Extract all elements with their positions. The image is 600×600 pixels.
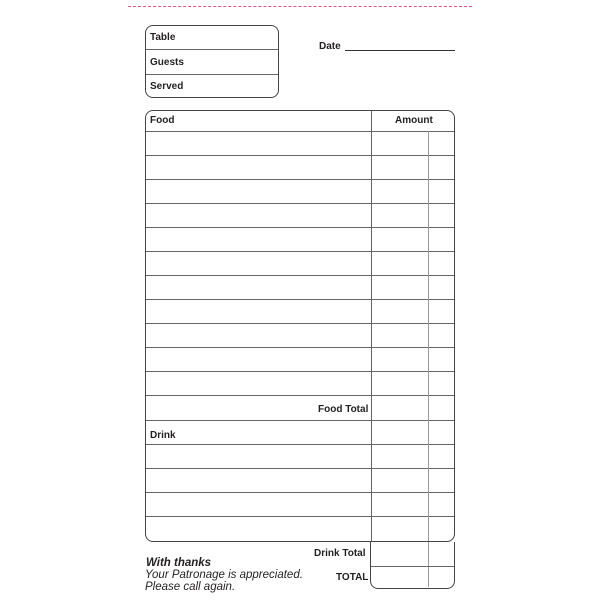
entry-row-line [146,131,454,132]
date-field[interactable] [345,50,455,51]
entry-row-line [146,347,454,348]
total-label: TOTAL [336,572,369,583]
entry-row-line [146,468,454,469]
entry-row-line [146,492,454,493]
entry-row-line [146,395,454,396]
entry-row-line [146,275,454,276]
thanks-text: With thanks [146,557,212,569]
entry-row-line [146,203,454,204]
food-total-label: Food Total [318,404,369,415]
column-divider [371,111,372,541]
divider [146,49,278,50]
entry-row-line [146,371,454,372]
table-label: Table [150,32,176,43]
table-info-box [145,25,279,98]
entry-row-line [146,420,454,421]
entry-row-line [146,516,454,517]
amount-column-header: Amount [395,115,433,126]
drink-section-label: Drink [150,430,176,441]
totals-box [370,542,455,589]
call-again-text: Please call again. [145,581,236,593]
entry-row-line [146,227,454,228]
divider [146,74,278,75]
served-label: Served [150,81,184,92]
entry-row-line [146,323,454,324]
entry-row-line [146,155,454,156]
entry-row-line [146,299,454,300]
cents-divider [428,131,429,541]
food-column-header: Food [150,115,175,126]
date-label: Date [319,41,341,52]
order-box [145,110,455,542]
drink-total-label: Drink Total [314,548,366,559]
perforation-line [128,6,472,7]
patronage-text: Your Patronage is appreciated. [145,569,303,581]
cents-divider [428,542,429,587]
entry-row-line [146,444,454,445]
entry-row-line [146,251,454,252]
drink-total-field[interactable] [371,566,454,567]
entry-row-line [146,179,454,180]
guests-label: Guests [150,57,184,68]
